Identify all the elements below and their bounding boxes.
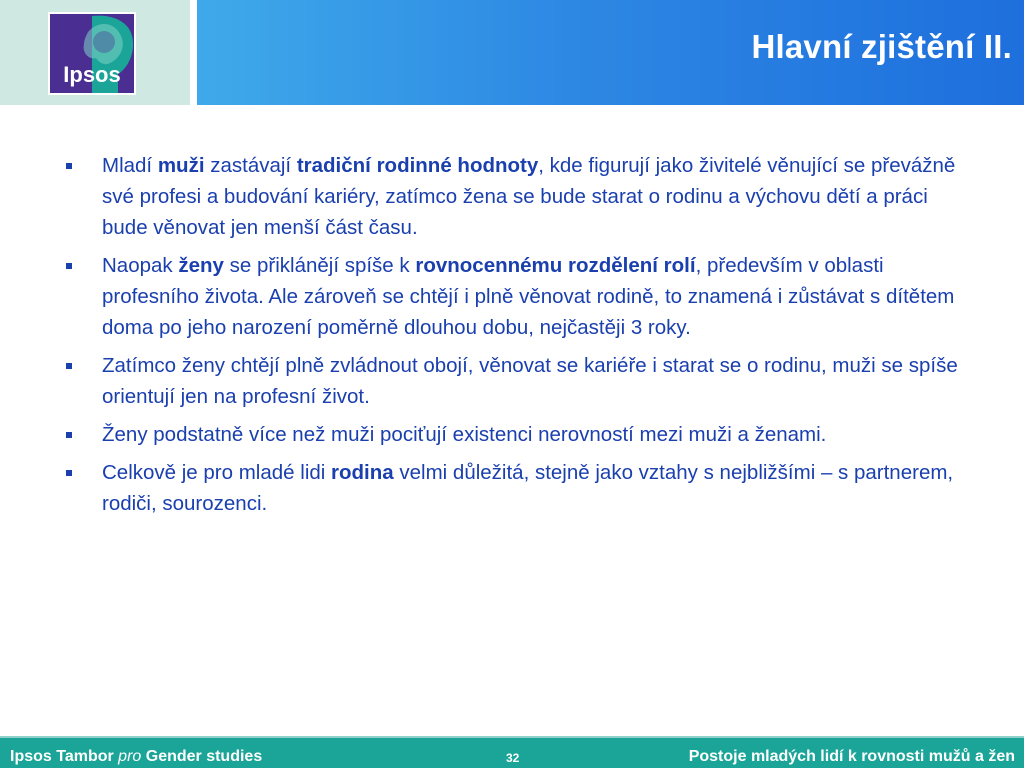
finding-text [102,461,953,515]
header-divider [190,0,197,105]
bullet-square-icon [66,363,72,369]
footer-source-suffix: Gender studies [141,748,263,765]
footer-source [10,748,262,766]
title-panel [197,0,1024,105]
text-segment: se přiklánějí spíše k [223,254,416,277]
text-segment: , především v oblasti profesního života. Ale zároveň se chtějí i plně věnovat rodině, to znamená i zůstávat s dítětem doma po jeho narození poměrně dlouhou dobu, nejčastěji 3 roky. [102,254,955,339]
bold-segment: muži [157,154,205,177]
bold-segment: tradiční rodinné hodnoty [296,154,539,177]
bold-segment: rodina [331,461,394,484]
page-title: Hlavní zjištění II. [751,28,1012,65]
bullet-square-icon [66,432,72,438]
finding-text [102,154,955,239]
text-segment: Naopak [102,254,179,277]
ipsos-logo-text: Ipsos [63,62,121,87]
bullet-square-icon [66,470,72,476]
slide-footer [0,738,1024,768]
finding-item-1 [64,150,964,243]
findings-list [64,150,964,526]
footer-study-title: Postoje mladých lidí k rovnosti mužů a žen [688,748,1015,765]
logo-panel [0,0,190,105]
finding-item-5 [64,457,964,519]
finding-item-4 [64,419,964,450]
finding-item-3 [64,350,964,412]
bullet-square-icon [66,163,72,169]
finding-text [102,254,954,339]
ipsos-logo-icon [48,12,136,95]
ipsos-logo [48,12,136,95]
text-segment: Mladí [102,154,158,177]
text-segment: Celkově je pro mladé lidi [102,461,332,484]
bold-segment: ženy [178,254,224,277]
text-segment: velmi důležitá, stejně jako vztahy s nejbližšími – s partnerem, rodiči, sourozenci. [102,461,954,515]
footer-source-italic: pro [118,748,142,765]
bullet-square-icon [66,263,72,269]
footer-source-prefix: Ipsos Tambor [10,748,119,765]
finding-text: Zatímco ženy chtějí plně zvládnout obojí, věnovat se kariéře i starat se o rodinu, muži se spíše orientují jen na profesní život. [102,354,958,408]
slide-header [0,0,1024,105]
finding-item-2 [64,250,964,343]
finding-text: Ženy podstatně více než muži pociťují existenci nerovností mezi muži a ženami. [102,423,827,446]
text-segment: zastávají [204,154,297,177]
bold-segment: rovnocennému rozdělení rolí [415,254,696,277]
page-number: 32 [506,751,520,765]
text-segment: , kde figurují jako živitelé věnující se převážně své profesi a budování kariéry, zatímco žena se bude starat o rodinu a výchovu dětí a práci bude věnovat jen menší část času. [102,154,956,239]
